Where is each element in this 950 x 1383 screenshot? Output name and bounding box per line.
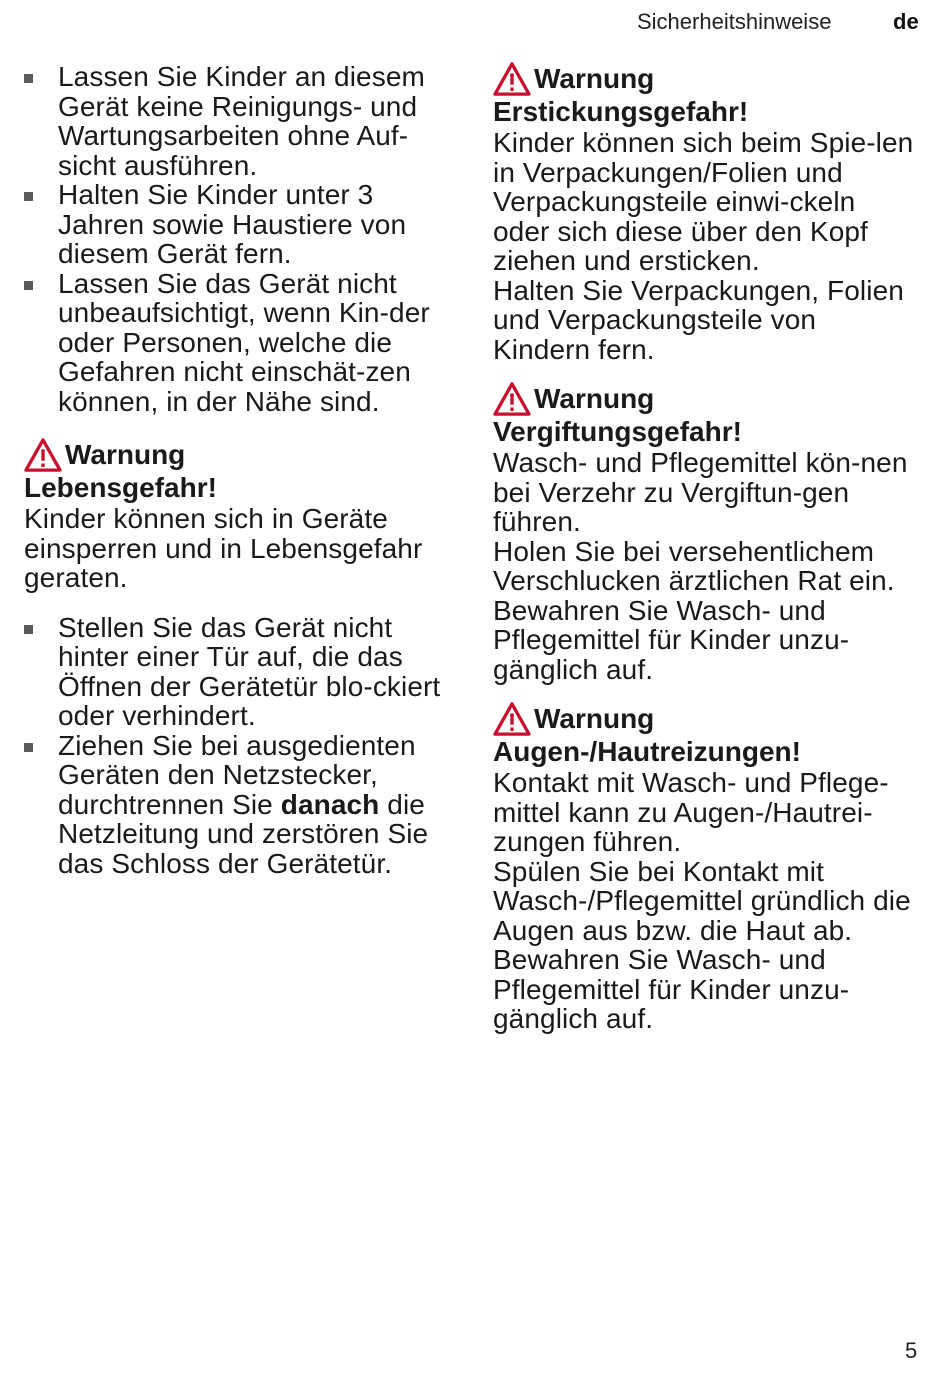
list-item [24, 180, 449, 269]
list-item-text-end: die Netzleitung und zerstören Sie das Schloss der Gerätetür. [58, 788, 429, 879]
list-item-text: Stellen Sie das Gerät nicht hinter einer Tür auf, die das Öffnen der Gerätetür blo-ckiert oder verhindert. [58, 611, 441, 731]
warning-triangle-icon [493, 62, 531, 96]
language-code: de [893, 9, 919, 34]
warning-title: Augen-/Hautreizungen! [493, 736, 801, 767]
square-bullet-icon [24, 281, 33, 290]
warning-text: Kinder können sich beim Spie-len in Verpackungen/Folien und Verpackungsteile einwi-ckeln oder sich diese über den Kopf ziehen und ersticken. [493, 127, 914, 276]
warning-text: Halten Sie Verpackungen, Folien und Verpackungsteile von Kindern fern. [493, 274, 904, 365]
left-column [24, 62, 449, 878]
warning-heading [493, 702, 918, 736]
warning-label: Warnung [65, 439, 186, 470]
page-header [0, 9, 950, 39]
warning-heading [493, 382, 918, 416]
list-item-text: Halten Sie Kinder unter 3 Jahren sowie Haustiere von diesem Gerät fern. [58, 179, 407, 269]
square-bullet-icon [24, 192, 33, 201]
square-bullet-icon [24, 74, 33, 83]
list-item-text: Lassen Sie Kinder an diesem Gerät keine Reinigungs- und Wartungsarbeiten ohne Auf-sicht ausführen. [58, 61, 425, 181]
list-item-text-start: Ziehen Sie bei ausgedienten Geräten den Netzstecker, durchtrennen Sie [58, 729, 416, 820]
warning-title: Lebensgefahr! [24, 472, 217, 503]
warning-triangle-icon [493, 382, 531, 416]
list-item [24, 613, 449, 731]
bullet-list-children [24, 62, 449, 416]
warning-label: Warnung [534, 63, 655, 94]
warning-label: Warnung [534, 383, 655, 414]
warning-title: Vergiftungsgefahr! [493, 416, 742, 447]
warning-heading [24, 438, 449, 472]
square-bullet-icon [24, 743, 33, 752]
warning-text: Wasch- und Pflegemittel kön-nen bei Verzehr zu Vergiftun-gen führen. [493, 447, 908, 537]
warning-triangle-icon [24, 438, 62, 472]
warning-triangle-icon [493, 702, 531, 736]
warning-text: Holen Sie bei versehentlichem Verschlucken ärztlichen Rat ein. Bewahren Sie Wasch- und Pflegemittel für Kinder unzu-gänglich auf. [493, 535, 895, 685]
section-title: Sicherheitshinweise [637, 9, 832, 34]
warning-block-life [24, 438, 449, 593]
warning-block-irritation [493, 702, 918, 1034]
warning-block-suffocation [493, 62, 918, 364]
warning-title: Erstickungsgefahr! [493, 96, 749, 127]
warning-text: Kontakt mit Wasch- und Pflege-mittel kann zu Augen-/Hautrei-zungen führen. [493, 767, 889, 857]
warning-label: Warnung [534, 703, 655, 734]
square-bullet-icon [24, 625, 33, 634]
list-item [24, 62, 449, 180]
warning-block-poisoning [493, 382, 918, 684]
bullet-list-door [24, 613, 449, 879]
emphasis-text: danach [280, 788, 380, 820]
list-item-text: Lassen Sie das Gerät nicht unbeaufsichtigt, wenn Kin-der oder Personen, welche die Gefahren nicht einschät-zen können, in der Nähe sind. [58, 267, 430, 417]
page-number: 5 [905, 1338, 918, 1363]
warning-text: Kinder können sich in Geräte einsperren und in Lebensgefahr geraten. [24, 503, 423, 593]
warning-heading [493, 62, 918, 96]
list-item [24, 269, 449, 417]
warning-text: Spülen Sie bei Kontakt mit Wasch-/Pflegemittel gründlich die Augen aus bzw. die Haut ab. Bewahren Sie Wasch- und Pflegemittel für Kinder unzu-gänglich auf. [493, 855, 911, 1034]
list-item [24, 731, 449, 879]
right-column [493, 62, 918, 1034]
